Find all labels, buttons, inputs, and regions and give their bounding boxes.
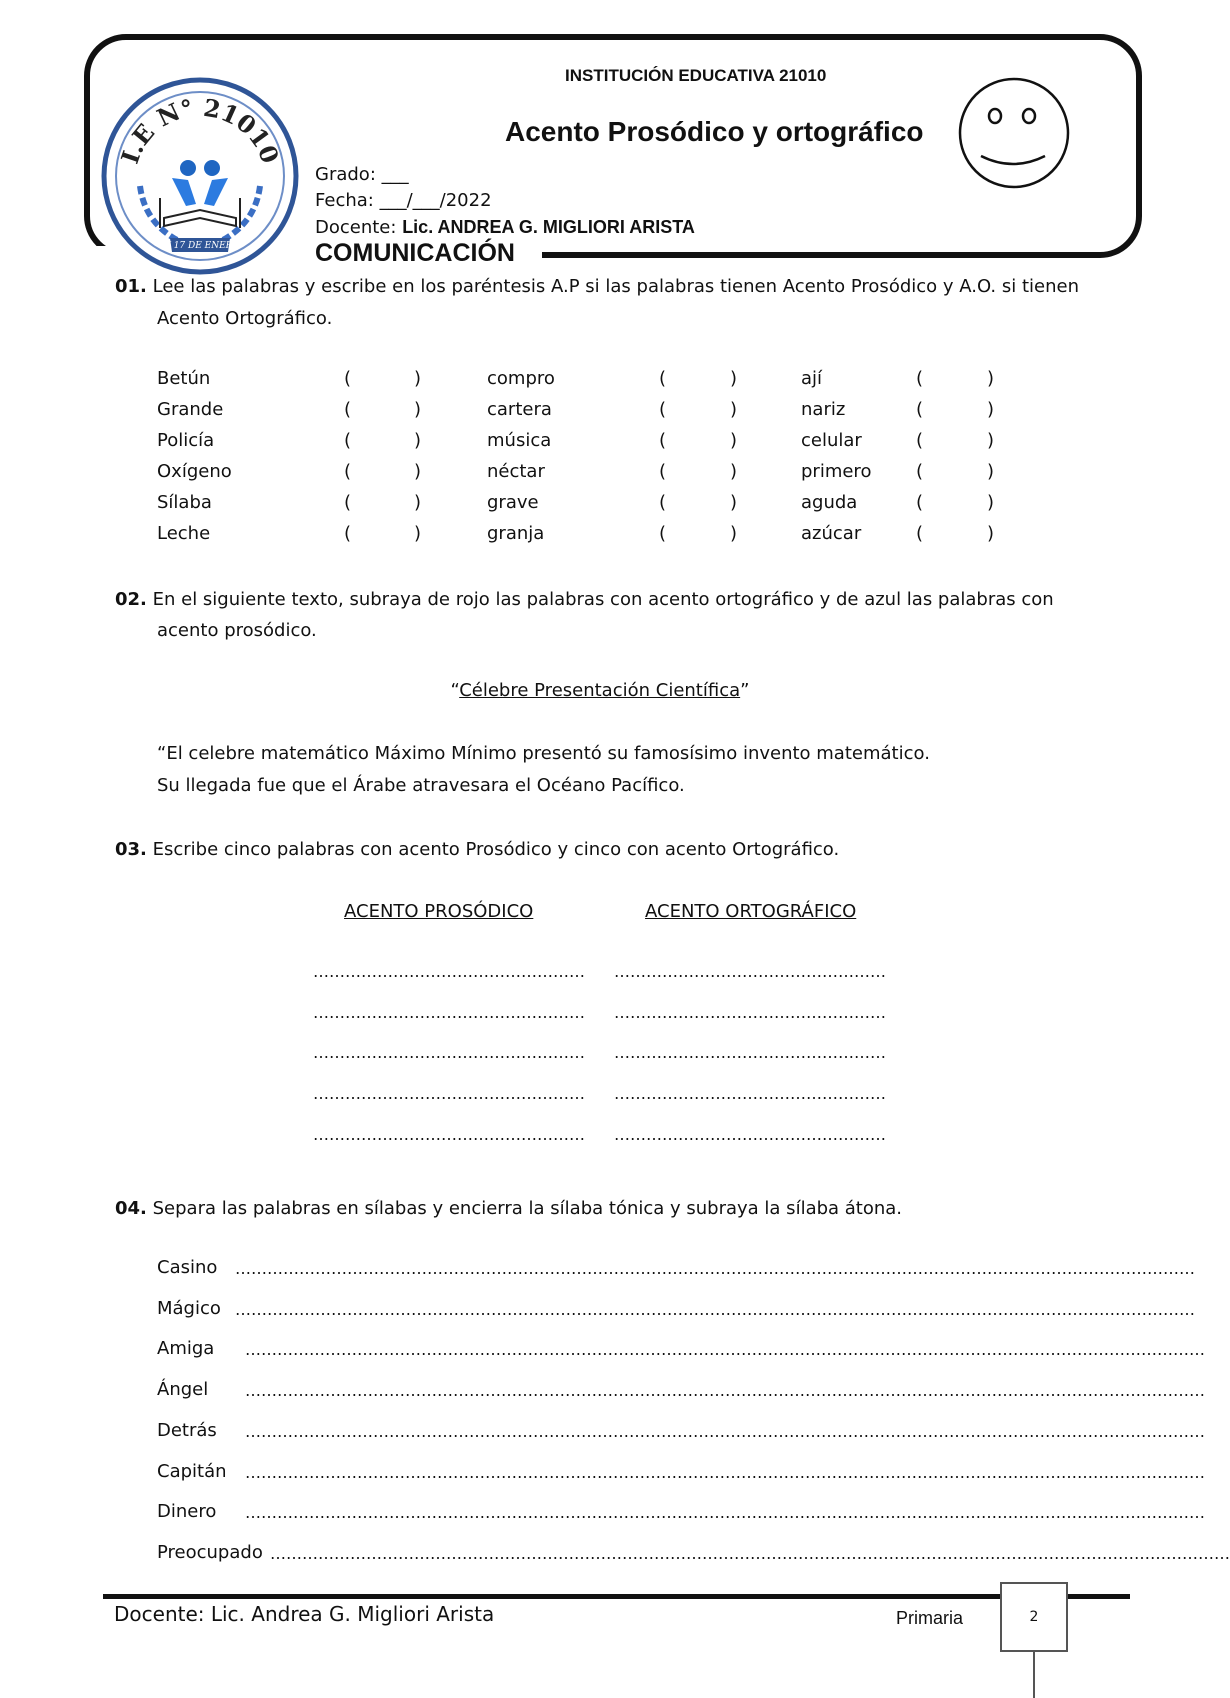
q1-word: celular xyxy=(801,430,862,451)
col-header-prosodico: ACENTO PROSÓDICO xyxy=(344,901,534,922)
q1-paren-close: ) xyxy=(730,430,738,451)
q1-paren-close: ) xyxy=(730,461,738,482)
q1-paren-open: ( xyxy=(916,368,924,389)
q1-paren-close: ) xyxy=(414,368,422,389)
q4-word: Casino xyxy=(157,1257,218,1278)
q1-word: Leche xyxy=(157,523,211,544)
q1-answer-field[interactable] xyxy=(671,430,726,454)
q1-word: grave xyxy=(487,492,539,513)
docente-name: Lic. ANDREA G. MIGLIORI ARISTA xyxy=(402,217,695,237)
q1-paren-close: ) xyxy=(414,492,422,513)
q4-answer-line[interactable]: ……………………………………………………………………………………………………………………………………………………………… xyxy=(245,1422,1205,1441)
q1-answer-field[interactable] xyxy=(928,430,983,454)
q1-paren-open: ( xyxy=(344,399,352,420)
q1-paren-close: ) xyxy=(987,399,995,420)
footer-level: Primaria xyxy=(896,1608,964,1628)
q1-paren-close: ) xyxy=(730,368,738,389)
docente-line xyxy=(315,217,695,238)
fecha-field[interactable]: ___/___/2022 xyxy=(379,190,492,211)
q1-answer-field[interactable] xyxy=(928,399,983,423)
q2-line1 xyxy=(115,584,1054,615)
q1-paren-close: ) xyxy=(987,492,995,513)
docente-label: Docente: xyxy=(315,217,397,238)
q3-line xyxy=(115,834,839,865)
q3-ortografico-line[interactable]: …………………………………………… xyxy=(614,1003,886,1022)
q1-paren-open: ( xyxy=(659,399,667,420)
q1-answer-field[interactable] xyxy=(671,492,726,516)
q1-text: Lee las palabras y escribe en los paréntesis A.P si las palabras tienen Acento Prosódico y A.O. si tienen xyxy=(152,276,1079,297)
q3-prosodico-line[interactable]: …………………………………………… xyxy=(313,1003,585,1022)
q1-paren-open: ( xyxy=(916,461,924,482)
q1-paren-open: ( xyxy=(659,368,667,389)
q1-paren-close: ) xyxy=(730,492,738,513)
q1-answer-field[interactable] xyxy=(671,368,726,392)
q3-ortografico-line[interactable]: …………………………………………… xyxy=(614,1125,886,1144)
q3-prosodico-line[interactable]: …………………………………………… xyxy=(313,1084,585,1103)
q3-prosodico-line[interactable]: …………………………………………… xyxy=(313,1125,585,1144)
q4-answer-line[interactable]: ……………………………………………………………………………………………………………………………………………………………… xyxy=(270,1544,1230,1563)
q1-answer-field[interactable] xyxy=(928,368,983,392)
q1-answer-field[interactable] xyxy=(356,368,410,392)
q1-word: música xyxy=(487,430,552,451)
q1-answer-field[interactable] xyxy=(928,523,983,547)
smiley-face-icon xyxy=(955,74,1073,192)
q4-number: 04. xyxy=(115,1198,147,1219)
q1-word: néctar xyxy=(487,461,545,482)
q4-word: Amiga xyxy=(157,1338,215,1359)
grado-label: Grado: xyxy=(315,164,376,185)
q4-answer-line[interactable]: ……………………………………………………………………………………………………………………………………………………………… xyxy=(245,1503,1205,1522)
q1-line1 xyxy=(115,271,1079,302)
q1-paren-open: ( xyxy=(659,523,667,544)
q2-number: 02. xyxy=(115,589,147,610)
institution-name: INSTITUCIÓN EDUCATIVA 21010 xyxy=(565,66,827,85)
q1-word: Oxígeno xyxy=(157,461,232,482)
q1-paren-close: ) xyxy=(414,461,422,482)
q1-paren-open: ( xyxy=(916,523,924,544)
q1-paren-close: ) xyxy=(987,461,995,482)
fecha-line xyxy=(315,190,492,211)
q3-ortografico-line[interactable]: …………………………………………… xyxy=(614,1043,886,1062)
q1-answer-field[interactable] xyxy=(356,430,410,454)
q1-paren-open: ( xyxy=(916,399,924,420)
q1-word: Betún xyxy=(157,368,211,389)
footer-divider xyxy=(103,1594,1130,1599)
reading-line-1: “El celebre matemático Máximo Mínimo presentó su famosísimo invento matemático. xyxy=(157,743,930,764)
q3-number: 03. xyxy=(115,839,147,860)
q1-word: Sílaba xyxy=(157,492,212,513)
page-box-stem xyxy=(1033,1652,1035,1698)
q1-line2: Acento Ortográfico. xyxy=(157,308,333,329)
q4-answer-line[interactable]: ……………………………………………………………………………………………………………………………………………………………… xyxy=(235,1300,1195,1319)
q3-prosodico-line[interactable]: …………………………………………… xyxy=(313,1043,585,1062)
q4-answer-line[interactable]: ……………………………………………………………………………………………………………………………………………………………… xyxy=(235,1259,1195,1278)
grado-field[interactable]: ___ xyxy=(381,164,409,185)
logo-text: I.E N° 21010 xyxy=(114,92,285,168)
page-number: 2 xyxy=(1000,1582,1068,1652)
q3-ortografico-line[interactable]: …………………………………………… xyxy=(614,1084,886,1103)
q4-answer-line[interactable]: ……………………………………………………………………………………………………………………………………………………………… xyxy=(245,1463,1205,1482)
q1-paren-close: ) xyxy=(414,399,422,420)
q1-paren-open: ( xyxy=(344,492,352,513)
q1-word: cartera xyxy=(487,399,552,420)
q4-answer-line[interactable]: ……………………………………………………………………………………………………………………………………………………………… xyxy=(245,1381,1205,1400)
q4-word: Dinero xyxy=(157,1501,217,1522)
q3-ortografico-line[interactable]: …………………………………………… xyxy=(614,962,886,981)
q1-word: compro xyxy=(487,368,555,389)
q1-number: 01. xyxy=(115,276,147,297)
q1-word: nariz xyxy=(801,399,846,420)
q1-paren-open: ( xyxy=(344,368,352,389)
q1-paren-open: ( xyxy=(916,492,924,513)
logo-ribbon-text: P.J 17 DE ENERO xyxy=(160,241,240,251)
q4-text: Separa las palabras en sílabas y encierra la sílaba tónica y subraya la sílaba átona. xyxy=(152,1198,903,1219)
q1-paren-open: ( xyxy=(344,461,352,482)
q1-paren-open: ( xyxy=(344,430,352,451)
q4-line xyxy=(115,1193,902,1224)
q1-paren-open: ( xyxy=(344,523,352,544)
q1-word: aguda xyxy=(801,492,858,513)
q1-answer-field[interactable] xyxy=(671,461,726,485)
footer-docente: Docente: Lic. Andrea G. Migliori Arista xyxy=(114,1602,495,1626)
q1-answer-field[interactable] xyxy=(928,492,983,516)
school-logo-icon xyxy=(100,76,300,276)
q1-paren-close: ) xyxy=(987,430,995,451)
q1-answer-field[interactable] xyxy=(671,523,726,547)
q1-answer-field[interactable] xyxy=(356,492,410,516)
q1-answer-field[interactable] xyxy=(356,461,410,485)
subject-title: COMUNICACIÓN xyxy=(315,239,515,267)
q1-paren-open: ( xyxy=(659,461,667,482)
q4-word: Mágico xyxy=(157,1298,221,1319)
q2-line2: acento prosódico. xyxy=(157,620,317,641)
q4-word: Detrás xyxy=(157,1420,217,1441)
q1-answer-field[interactable] xyxy=(671,399,726,423)
q1-paren-close: ) xyxy=(414,523,422,544)
q1-paren-close: ) xyxy=(730,399,738,420)
q1-word: Grande xyxy=(157,399,224,420)
fecha-label: Fecha: xyxy=(315,190,374,211)
q1-paren-close: ) xyxy=(987,368,995,389)
q4-answer-line[interactable]: ……………………………………………………………………………………………………………………………………………………………… xyxy=(245,1340,1205,1359)
reading-title: “Célebre Presentación Científica” xyxy=(450,680,750,701)
grado-line xyxy=(315,164,409,185)
q1-word: Policía xyxy=(157,430,215,451)
q4-word: Ángel xyxy=(157,1379,209,1400)
reading-line-2: Su llegada fue que el Árabe atravesara el Océano Pacífico. xyxy=(157,775,685,796)
q1-word: granja xyxy=(487,523,545,544)
col-header-ortografico: ACENTO ORTOGRÁFICO xyxy=(645,901,857,922)
q4-word: Capitán xyxy=(157,1461,227,1482)
q2-text: En el siguiente texto, subraya de rojo las palabras con acento ortográfico y de azul las palabras con xyxy=(152,589,1054,610)
page-title: Acento Prosódico y ortográfico xyxy=(505,116,924,147)
q1-word: azúcar xyxy=(801,523,862,544)
q1-paren-close: ) xyxy=(414,430,422,451)
q1-paren-open: ( xyxy=(916,430,924,451)
q1-paren-close: ) xyxy=(730,523,738,544)
q1-paren-open: ( xyxy=(659,492,667,513)
q1-answer-field[interactable] xyxy=(928,461,983,485)
q1-paren-open: ( xyxy=(659,430,667,451)
q1-word: ají xyxy=(801,368,823,389)
q1-word: primero xyxy=(801,461,872,482)
q4-word: Preocupado xyxy=(157,1542,263,1563)
q3-text: Escribe cinco palabras con acento Prosódico y cinco con acento Ortográfico. xyxy=(152,839,840,860)
q3-prosodico-line[interactable]: …………………………………………… xyxy=(313,962,585,981)
q1-answer-field[interactable] xyxy=(356,523,410,547)
q1-paren-close: ) xyxy=(987,523,995,544)
q1-answer-field[interactable] xyxy=(356,399,410,423)
